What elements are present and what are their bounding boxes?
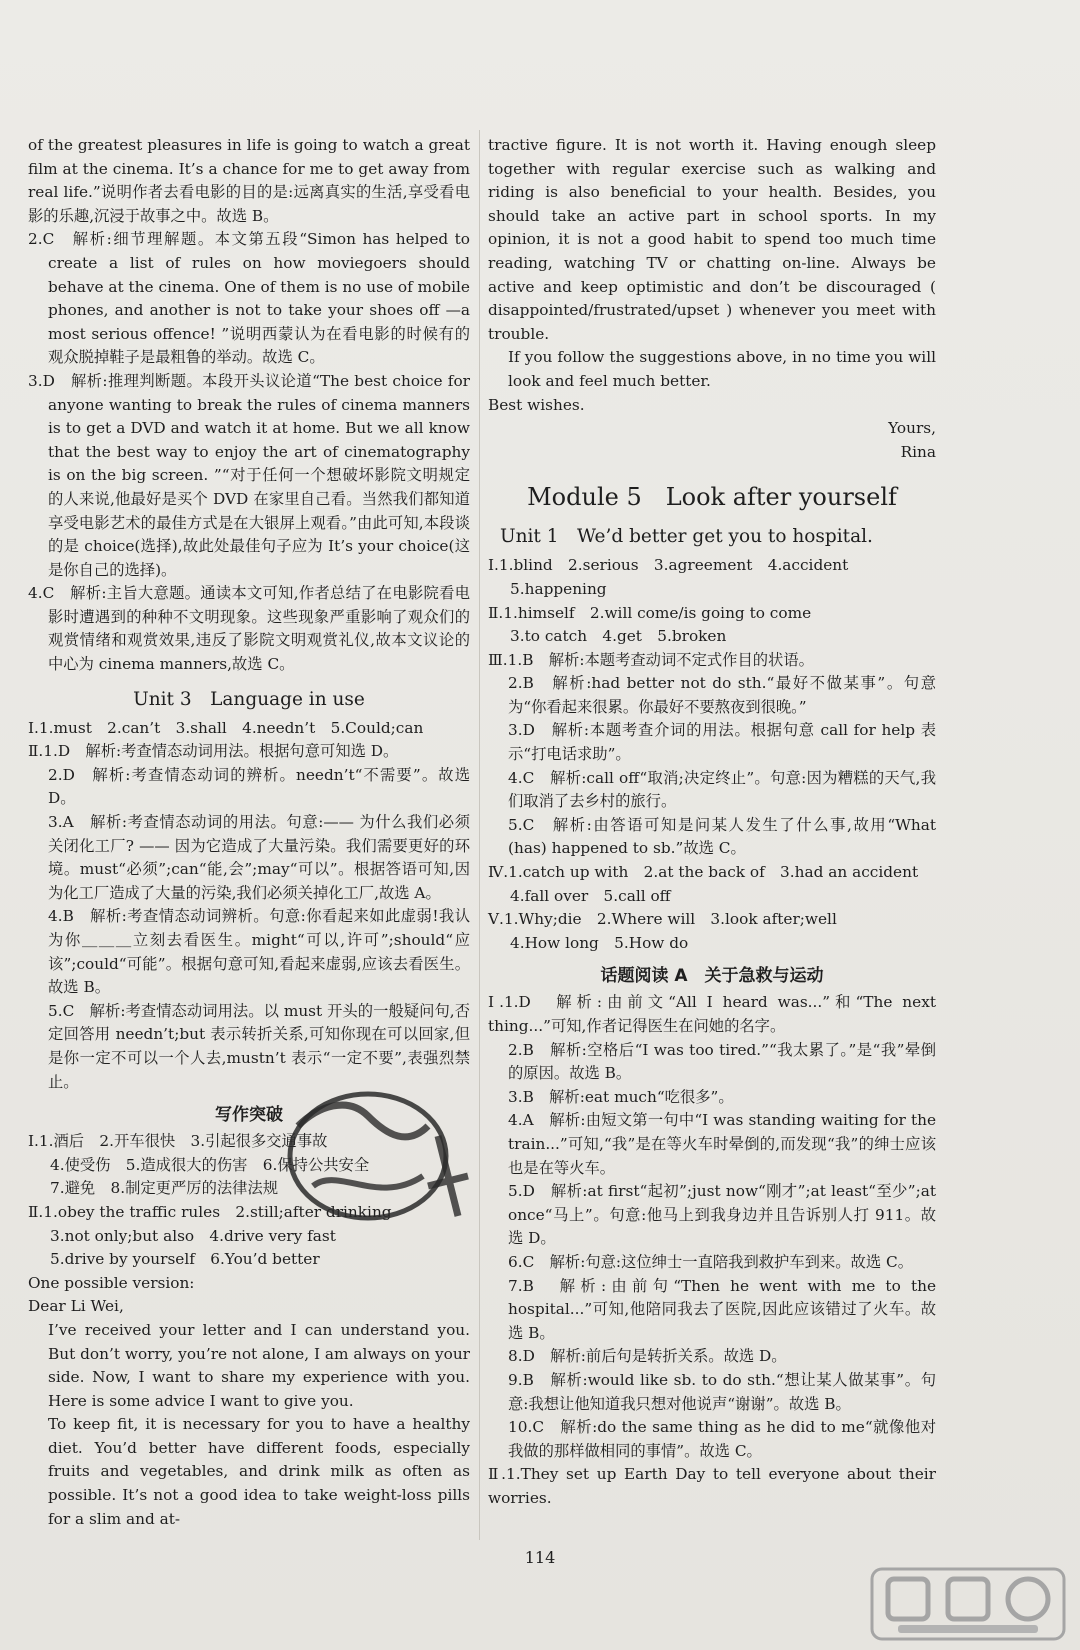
text-block: 3.to catch 4.get 5.broken [510,627,727,646]
text-block: Ⅳ.1.catch up with 2.at the back of 3.had an accident [488,863,919,882]
text-block: 4.fall over 5.call off [510,886,671,905]
text-block: Yours, [888,419,936,438]
text-block: 2.D 解析:考查情态动词的辨析。needn’t“不需要”。故选 D。 [48,765,470,808]
text-block: Rina [900,442,936,461]
text-block: 4.使受伤 5.造成很大的伤害 6.保持公共安全 [50,1155,370,1174]
text-block: Ⅱ.1.himself 2.will come/is going to come [488,603,812,622]
text-block: Ⅱ.1.They set up Earth Day to tell everyone about their worries. [488,1465,936,1507]
text-block: Dear Li Wei, [28,1297,124,1316]
text-block: I’ve received your letter and I can understand you. But don’t worry, you’re not alone, I am always on your side. Now, I want to share my experience with you. Here is some advice I want to give you. [48,1320,470,1410]
text-block: 10.C 解析:do the same thing as he did to me“就像他对我做的那样做相同的事情”。故选 C。 [508,1418,936,1460]
text-block: 写作突破 [215,1105,283,1126]
watermark-logo [868,1565,1068,1643]
text-block: 3.D 解析:推理判断题。本段开头议论道“The best choice for anyone wanting to break the rules of cinema manners is to get a DVD and watch it at home. But we all know that the best way to enjoy the art of cinematography is on the big screen. ”“对于任何一个想破坏影院文明规定的人来说,他最好是买个 DVD 在家里自己看。当然我们都知道享受电影艺术的最佳方式是在大银屏上观看。”由此可知,本段谈的是 choice(选择),故此处最佳句子应为 It’s your choice(这是你自己的选择)。 [28,371,470,579]
text-block: 3.not only;but also 4.drive very fast [50,1226,336,1245]
text-block: To keep fit, it is necessary for you to have a healthy diet. You’d better have different foods, especially fruits and vegetables, and drink milk as often as possible. It’s not a good idea to take weight-loss pills for a slim and at- [48,1415,470,1528]
text-block: 5.C 解析:由答语可知是问某人发生了什么事,故用“What (has) happened to sb.”故选 C。 [508,815,936,858]
text-block: 8.D 解析:前后句是转折关系。故选 D。 [508,1347,787,1366]
text-block: If you follow the suggestions above, in no time you will look and feel much better. [508,348,936,390]
column-divider [479,130,480,1540]
text-block: Ⅲ.1.B 解析:本题考查动词不定式作目的状语。 [488,650,814,669]
text-block: 7.B 解析:由前句“Then he went with me to the hospital...”可知,他陪同我去了医院,因此应该错过了火车。故选 B。 [508,1276,936,1342]
site-watermark [868,1565,1068,1643]
text-block: Ⅱ.1.D 解析:考查情态动词用法。根据句意可知选 D。 [28,742,399,761]
text-block: Unit 3 Language in use [133,688,365,710]
text-block: 7.避免 8.制定更严厉的法律法规 [50,1179,279,1198]
text-block: Unit 1 We’d better get you to hospital. [500,526,873,548]
text-block: Ⅱ.1.obey the traffic rules 2.still;after drinking [28,1202,392,1221]
page-number: 114 [524,1548,556,1567]
text-block: Module 5 Look after yourself [527,483,897,512]
text-block: Ⅰ.1.酒后 2.开车很快 3.引起很多交通事故 [28,1132,328,1151]
text-block: One possible version: [28,1273,195,1292]
left-column [28,134,470,1531]
text-block: 3.A 解析:考查情态动词的用法。句意:—— 为什么我们必须关闭化工厂? —— 因为它造成了大量污染。我们需要更好的环境。must“必须”;can“能,会”;may“可以”。根据答语可知,因为化工厂造成了大量的污染,我们必须关掉化工厂,故选 A。 [48,813,470,902]
text-block: Ⅰ.1.blind 2.serious 3.agreement 4.accident [488,556,849,575]
text-block: 5.drive by yourself 6.You’d better [50,1250,320,1269]
text-block: 6.C 解析:句意:这位绅士一直陪我到救护车到来。故选 C。 [508,1252,914,1271]
text-block: 4.B 解析:考查情态动词辨析。句意:你看起来如此虚弱!我认为你＿＿＿立刻去看医生。might“可以,许可”;should“应该”;could“可能”。根据句意可知,看起来虚弱,应该去看医生。故选 B。 [48,907,470,997]
text-block: 9.B 解析:would like sb. to do sth.“想让某人做某事”。句意:我想让他知道我只想对他说声“谢谢”。故选 B。 [508,1370,936,1413]
text-block: 4.How long 5.How do [510,933,689,952]
text-block: 4.A 解析:由短文第一句中“I was standing waiting for the train...”可知,“我”是在等火车时晕倒的,而发现“我”的绅士应该也是在等火车。 [508,1111,936,1177]
text-block: tractive figure. It is not worth it. Having enough sleep together with regular exercise such as walking and riding is also beneficial to your health. Besides, you should take an active part in school sports. In my opinion, it is not a good habit to spend too much time reading, watching TV or chatting on-line. Always be active and keep optimistic and don’t be discouraged ( disappointed/frustrated/upset ) whenever you meet with trouble. [488,136,936,343]
right-column [488,134,936,1510]
text-block: Ⅰ.1.D 解析:由前文“All I heard was...”和“The next thing...”可知,作者记得医生在问她的名字。 [488,993,936,1035]
text-block: 5.happening [510,579,607,598]
text-block: 2.C 解析:细节理解题。本文第五段“Simon has helped to create a list of rules on how moviegoers should behave at the cinema. One of them is no use of mobile phones, and another is not to take your shoes off —a most serious offence! ”说明西蒙认为在看电影的时候有的观众脱掉鞋子是最粗鲁的举动。故选 C。 [28,230,470,367]
text-block: 5.D 解析:at first“起初”;just now“刚才”;at least“至少”;at once“马上”。句意:他马上到我身边并且告诉别人打 911。故选 D。 [508,1182,936,1248]
ink-stamp [258,1066,478,1246]
text-block: 2.B 解析:had better not do sth.“最好不做某事”。句意为“你看起来很累。你最好不要熬夜到很晚。” [508,674,936,716]
text-block: Best wishes. [488,395,585,414]
text-block: Ⅴ.1.Why;die 2.Where will 3.look after;well [488,910,837,929]
text-block: 4.C 解析:call off“取消;决定终止”。句意:因为糟糕的天气,我们取消了去乡村的旅行。 [508,768,936,811]
text-block: 3.D 解析:本题考查介词的用法。根据句意 call for help 表示“打电话求助”。 [508,721,936,764]
text-block: 5.C 解析:考查情态动词用法。以 must 开头的一般疑问句,否定回答用 needn’t;but 表示转折关系,可知你现在可以回家,但是你一定不可以一个人去,mustn’t 表示“一定不要”,表强烈禁止。 [48,1001,470,1091]
text-block: 3.B 解析:eat much“吃很多”。 [508,1087,734,1106]
text-block: of the greatest pleasures in life is going to watch a great film at the cinema. It’s a chance for me to get away from real life.”说明作者去看电影的目的是:远离真实的生活,享受看电影的乐趣,沉浸于故事之中。故选 B。 [28,136,470,225]
text-block: 2.B 解析:空格后“I was too tired.”“我太累了。”是“我”晕倒的原因。故选 B。 [508,1040,936,1083]
text-block: 4.C 解析:主旨大意题。通读本文可知,作者总结了在电影院看电影时遭遇到的种种不文明现象。这些现象严重影响了观众们的观赏情绪和观赏效果,违反了影院文明观赏礼仪,故本文议论的中心为 cinema manners,故选 C。 [28,584,470,674]
text-block: 话题阅读 A 关于急救与运动 [600,966,824,987]
text-block: Ⅰ.1.must 2.can’t 3.shall 4.needn’t 5.Could;can [28,718,424,737]
